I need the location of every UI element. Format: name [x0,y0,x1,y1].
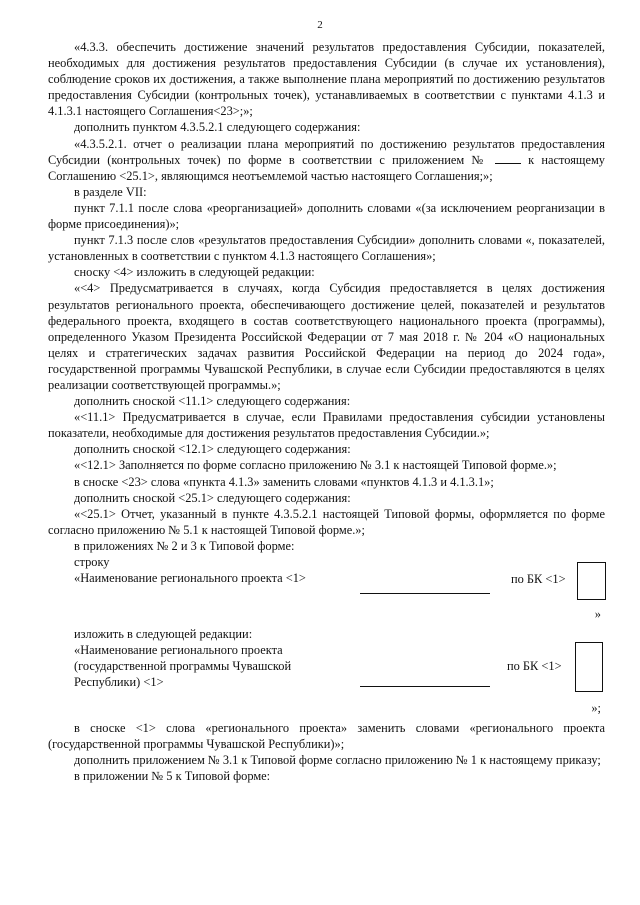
form-row-new-underline [360,686,490,687]
blank-appendix-number [495,153,521,164]
page-number: 2 [317,19,323,31]
paragraph-replace-intro: изложить в следующей редакции: [74,627,253,642]
paragraph-footnote-12-1: «<12.1> Заполняется по форме согласно приложению № 3.1 к настоящей Типовой форме.»; [74,458,557,473]
form-row-new-bk-box [575,642,603,692]
paragraph-section-vii: в разделе VII: [74,184,147,199]
paragraph-footnote-4-intro: сноску <4> изложить в следующей редакции: [74,265,315,280]
form-row-old-close-quote: » [594,607,601,622]
form-row-new-close-quote: »; [591,701,601,716]
paragraph-footnote-11-1: «<11.1> Предусматривается в случае, если Правилами предоставления субсидии установлены показатели, необходимые для достижения результатов предоставления Субсидии.»; [48,410,605,441]
paragraph-appendix-5: в приложении № 5 к Типовой форме: [74,769,271,784]
form-row-new-label: «Наименование регионального проекта (государственной программы Чувашской Республики) <1> [74,643,292,690]
paragraph-4-3-5-2-1-start: «4.3.5.2.1. отчет о реализации плана мероприятий по достижению результатов предоставления Субсидии (контрольных точек) по форме в соответствии с приложением № [48,136,605,167]
paragraph-4-3-5-2-1 [48,136,605,184]
form-row-old-bk-box [577,562,606,600]
paragraph-footnote-25-1-intro: дополнить сноской <25.1> следующего содержания: [74,490,351,505]
paragraph-footnote-23: в сноске <23> слова «пункта 4.1.3» заменить словами «пунктов 4.1.3 и 4.1.3.1»; [74,474,494,489]
paragraph-4-3-5-2-1-end: к настоящему Соглашению <25.1>, являющимся неотъемлемой частью настоящего Соглашения;»; [48,152,605,183]
form-row-old-label: «Наименование регионального проекта <1> [74,571,306,586]
paragraph-footnote-11-1-intro: дополнить сноской <11.1> следующего содержания: [74,394,351,409]
form-row-old-underline [360,593,490,594]
paragraph-footnote-4: «<4> Предусматривается в случаях, когда Субсидия предоставляется в целях достижения результатов регионального проекта, обеспечивающего достижение целей, показателей и результатов федерального проекта, входящего в состав соответствующего национального проекта (программы), определенного Указом Президента Российской Федерации от 7 мая 2018 г. № 204 «О национальных целях и стратегических задачах развития Российской Федерации на период до 2024 года», государственной программы Чувашской Республики, в случае если Субсидии предоставляются в целях реализации соответствующей программы.»; [48,281,605,392]
paragraph-footnote-25-1: «<25.1> Отчет, указанный в пункте 4.3.5.2.1 настоящей Типовой формы, оформляется по форме согласно приложению № 5.1 к настоящей Типовой форме.»; [48,506,605,537]
paragraph-row-word: строку [74,555,110,569]
paragraph-footnote-1: в сноске <1> слова «регионального проекта» заменить словами «регионального проекта (государственной программы Чувашской Республики)»; [48,721,605,752]
form-row-new [48,642,605,720]
form-row-old [48,570,605,626]
paragraph-appendices-2-3: в приложениях № 2 и 3 к Типовой форме: [74,538,295,553]
paragraph-add-4-3-5-2-1: дополнить пунктом 4.3.5.2.1 следующего содержания: [74,120,361,135]
form-row-old-bk-label: по БК <1> [511,572,566,587]
paragraph-7-1-3: пункт 7.1.3 после слов «результатов предоставления Субсидии» дополнить словами «, показателей, установленных в соответствии с пунктом 4.1.3 настоящего Соглашения»; [48,233,605,264]
form-row-new-bk-label: по БК <1> [507,659,562,674]
paragraph-appendix-3-1: дополнить приложением № 3.1 к Типовой форме согласно приложению № 1 к настоящему приказу; [74,753,601,768]
paragraph-footnote-12-1-intro: дополнить сноской <12.1> следующего содержания: [74,442,351,457]
paragraph-4-3-3: «4.3.3. обеспечить достижение значений результатов предоставления Субсидии, показателей, необходимых для достижения результатов предоставления Субсидии (в случае их установления), соблюдение сроков их достижения, а также выполнение плана мероприятий по достижению результатов предоставления Субсидии (контрольных точек), устанавливаемых в соответствии с пунктами 4.1.3 и 4.1.3.1 настоящего Соглашения<23>;»; [48,40,605,119]
paragraph-7-1-1: пункт 7.1.1 после слова «реорганизацией» дополнить словами «(за исключением реорганизации в форме присоединения)»; [48,200,605,232]
document-body [48,39,605,785]
